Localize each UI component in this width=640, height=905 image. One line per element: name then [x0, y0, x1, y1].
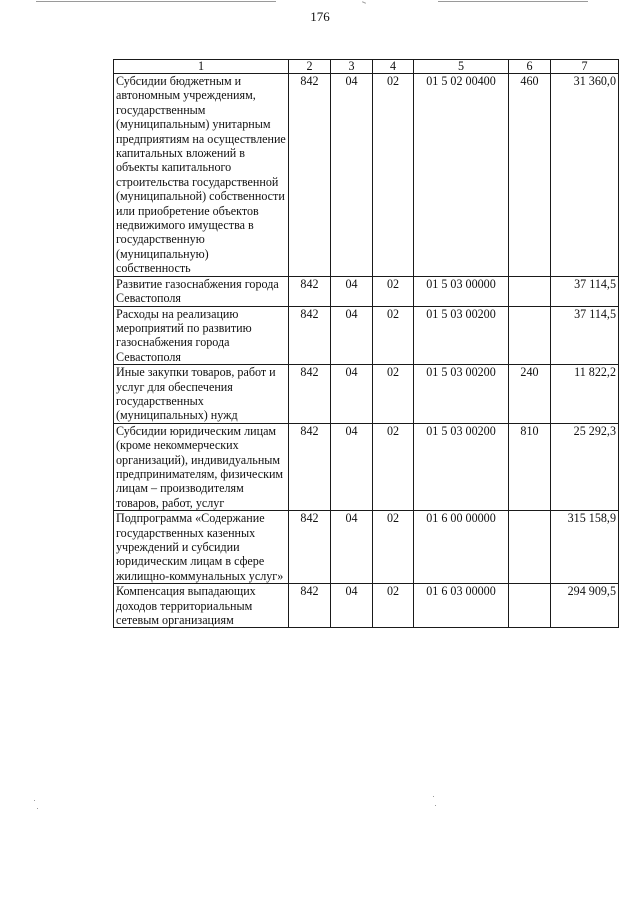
- header-col-4: 4: [373, 60, 414, 74]
- row-target-article: 01 5 03 00200: [414, 306, 509, 365]
- scan-edge-line-tick: [362, 1, 366, 4]
- row-name: Компенсация выпадающих доходов территориальным сетевым организациям: [114, 584, 289, 628]
- scan-speck: [433, 796, 434, 797]
- header-col-7: 7: [551, 60, 619, 74]
- scan-edge-line-left: [36, 1, 276, 2]
- row-target-article: 01 5 03 00000: [414, 276, 509, 306]
- row-name: Субсидии бюджетным и автономным учреждениям, государственным (муниципальным) унитарным предприятиям на осуществление капитальных вложений в объекты капитального строительства государственной (муниципальной) собственности или приобретение объектов недвижимого имущества в государственную (муниципальную) собственность: [114, 74, 289, 277]
- row-ministry-code: 842: [289, 511, 331, 584]
- row-name: Развитие газоснабжения города Севастополя: [114, 276, 289, 306]
- row-section-code: 04: [331, 423, 373, 510]
- row-name: Подпрограмма «Содержание государственных казенных учреждений и субсидии юридическим лицам в сфере жилищно-коммунальных услуг»: [114, 511, 289, 584]
- row-expense-type: [509, 306, 551, 365]
- scan-speck: [435, 805, 436, 806]
- table-row: [114, 306, 619, 365]
- row-section-code: 04: [331, 584, 373, 628]
- row-expense-type: 460: [509, 74, 551, 277]
- row-name: Расходы на реализацию мероприятий по развитию газоснабжения города Севастополя: [114, 306, 289, 365]
- row-amount: 25 292,3: [551, 423, 619, 510]
- row-amount: 315 158,9: [551, 511, 619, 584]
- row-ministry-code: 842: [289, 276, 331, 306]
- row-expense-type: [509, 276, 551, 306]
- scan-speck: [37, 808, 38, 809]
- row-expense-type: 810: [509, 423, 551, 510]
- row-subsection-code: 02: [373, 276, 414, 306]
- row-ministry-code: 842: [289, 74, 331, 277]
- row-section-code: 04: [331, 365, 373, 424]
- table-row: [114, 276, 619, 306]
- row-section-code: 04: [331, 276, 373, 306]
- row-section-code: 04: [331, 74, 373, 277]
- row-amount: 11 822,2: [551, 365, 619, 424]
- table-row: [114, 365, 619, 424]
- header-col-5: 5: [414, 60, 509, 74]
- header-col-3: 3: [331, 60, 373, 74]
- row-amount: 31 360,0: [551, 74, 619, 277]
- row-ministry-code: 842: [289, 584, 331, 628]
- scan-speck: [34, 800, 35, 801]
- header-col-6: 6: [509, 60, 551, 74]
- table-row: [114, 511, 619, 584]
- table-header-row: [114, 60, 619, 74]
- header-col-1: 1: [114, 60, 289, 74]
- row-subsection-code: 02: [373, 74, 414, 277]
- scan-edge-line-right: [438, 1, 588, 2]
- row-ministry-code: 842: [289, 306, 331, 365]
- row-target-article: 01 6 00 00000: [414, 511, 509, 584]
- row-subsection-code: 02: [373, 423, 414, 510]
- row-amount: 37 114,5: [551, 276, 619, 306]
- row-expense-type: 240: [509, 365, 551, 424]
- row-subsection-code: 02: [373, 511, 414, 584]
- row-section-code: 04: [331, 306, 373, 365]
- row-ministry-code: 842: [289, 365, 331, 424]
- row-name: Иные закупки товаров, работ и услуг для обеспечения государственных (муниципальных) нужд: [114, 365, 289, 424]
- page-number: 176: [310, 9, 330, 24]
- budget-table: [113, 59, 619, 628]
- row-target-article: 01 6 03 00000: [414, 584, 509, 628]
- row-name: Субсидии юридическим лицам (кроме некоммерческих организаций), индивидуальным предпринимателям, физическим лицам – производителям товаров, работ, услуг: [114, 423, 289, 510]
- row-amount: 37 114,5: [551, 306, 619, 365]
- table-row: [114, 423, 619, 510]
- row-amount: 294 909,5: [551, 584, 619, 628]
- row-target-article: 01 5 02 00400: [414, 74, 509, 277]
- table-row: [114, 584, 619, 628]
- header-col-2: 2: [289, 60, 331, 74]
- row-section-code: 04: [331, 511, 373, 584]
- row-target-article: 01 5 03 00200: [414, 365, 509, 424]
- row-ministry-code: 842: [289, 423, 331, 510]
- row-subsection-code: 02: [373, 584, 414, 628]
- table-row: [114, 74, 619, 277]
- row-expense-type: [509, 584, 551, 628]
- row-target-article: 01 5 03 00200: [414, 423, 509, 510]
- row-expense-type: [509, 511, 551, 584]
- row-subsection-code: 02: [373, 306, 414, 365]
- row-subsection-code: 02: [373, 365, 414, 424]
